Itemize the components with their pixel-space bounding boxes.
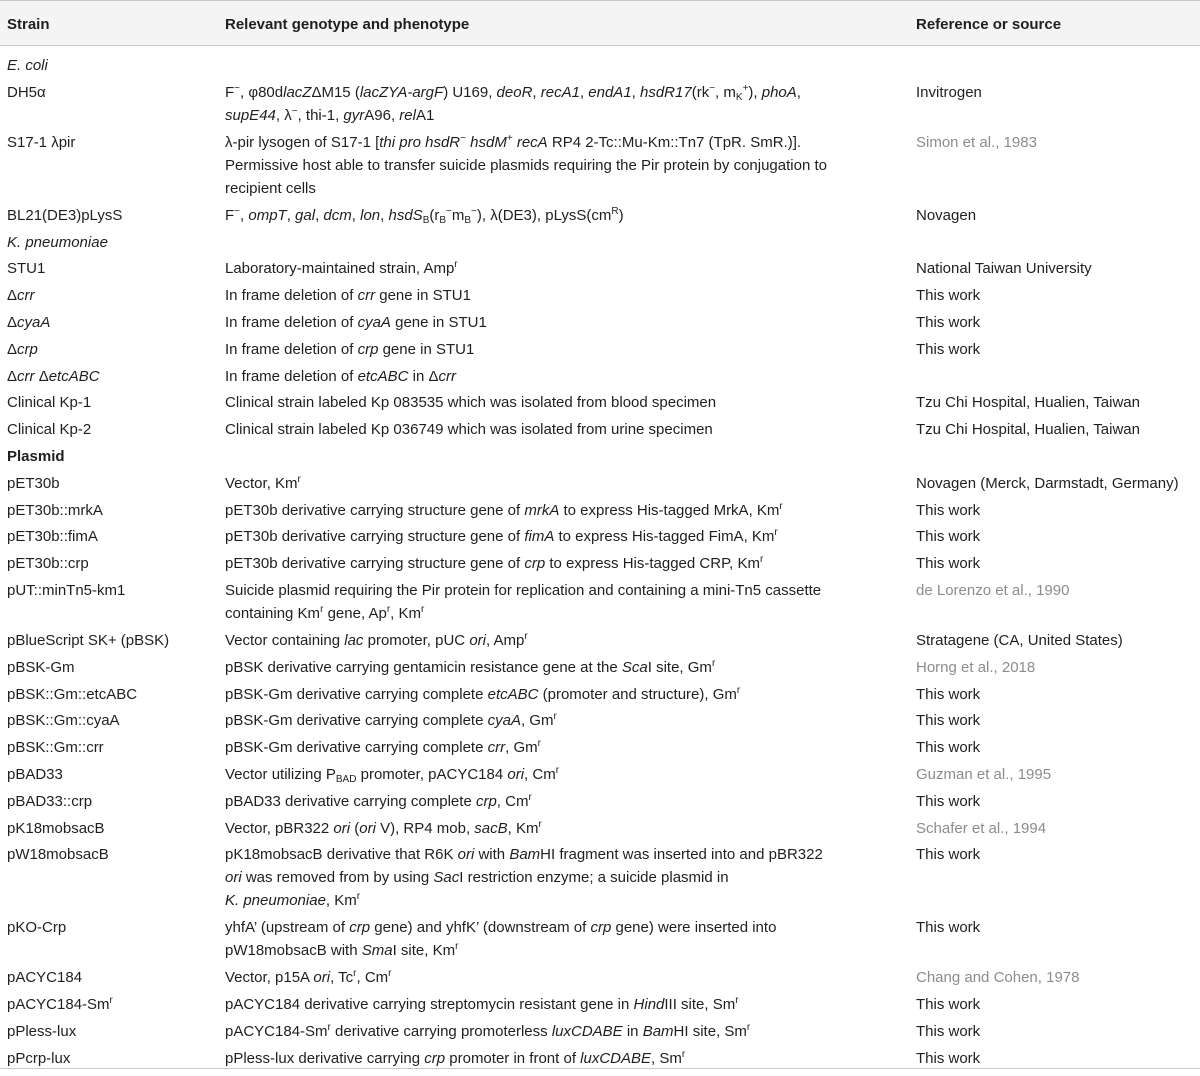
cell-strain: pK18mobsacB [7,819,105,837]
cell-strain: E. coli [7,57,48,74]
bottom-rule [0,1068,1200,1069]
cell-strain: STU1 [7,260,46,278]
cell-genotype: pPless-lux derivative carrying crp promoter in front of luxCDABE, Sm$^r$ [225,1048,686,1067]
reference-link[interactable]: Guzman et al., 1995 [916,766,1052,783]
cell-reference: Novagen [916,206,977,224]
header-reference: Reference or source [916,16,1062,33]
cell-genotype: pK18mobsacB derivative that R6K ori with BamHI fragment was inserted into and pBR322 ori was removed from by using SacI restriction enzyme; a suicide plasmid in K. pneumoniae, Km$^r$ [225,846,823,910]
table-row [0,418,1200,445]
section-row [0,54,1200,81]
cell-strain: pPcrp-lux [7,1049,71,1067]
table-row [0,579,1200,629]
cell-genotype: In frame deletion of crp gene in STU1 [225,340,475,358]
cell-genotype: Vector containing lac promoter, pUC ori, Amp$^r$ [225,631,528,649]
cell-reference: This work [916,919,981,937]
cell-reference: This work [916,555,981,573]
table-row [0,552,1200,579]
table-row [0,284,1200,311]
cell-genotype: pET30b derivative carrying structure gene of crp to express His-tagged CRP, Km$^r$ [225,554,764,573]
cell-strain: pBlueScript SK+ (pBSK) [7,632,170,649]
table-row [0,131,1200,204]
table-row [0,843,1200,916]
cell-reference: Novagen (Merck, Darmstadt, Germany) [916,474,1179,492]
table-row [0,736,1200,763]
cell-reference: This work [916,739,981,757]
cell-strain: pET30b [7,474,60,492]
cell-strain: BL21(DE3)pLysS [7,206,123,224]
cell-genotype: Vector, p15A ori, Tc$^r$, Cm$^r$ [225,968,392,987]
cell-reference: National Taiwan University [916,260,1092,278]
cell-strain: pET30b::mrkA [7,501,103,519]
cell-genotype: Laboratory-maintained strain, Amp$^r$ [225,259,458,278]
section-row [0,445,1200,472]
cell-genotype: Vector utilizing $P_{BAD}$ promoter, pACYC184 ori, Cm$^r$ [225,765,560,785]
reference-link[interactable]: Chang and Cohen, 1978 [916,969,1080,987]
cell-genotype: yhfA’ (upstream of crp gene) and yhfK’ (downstream of crp gene) were inserted into pW18mobsacB with SmaI site, Km$^r$ [225,919,777,960]
cell-strain: pACYC184-Sm$^r$ [7,995,113,1014]
cell-reference: This work [916,1049,981,1067]
table-row [0,525,1200,552]
cell-genotype: F−, ompT, gal, dcm, lon, $hsdS_B(r_B^-m_B^-)$, λ(DE3), $pLysS(cm^R)$ [225,205,624,226]
table-row [0,204,1200,231]
table-row [0,916,1200,966]
cell-reference: This work [916,528,981,546]
cell-strain: Clinical Kp-2 [7,421,92,439]
table-row [0,709,1200,736]
cell-strain: Plasmid [7,448,65,465]
table-row [0,763,1200,790]
cell-strain: Δcrr ΔetcABC [7,367,100,385]
cell-strain: pACYC184 [7,969,83,987]
table-row [0,257,1200,284]
reference-link[interactable]: Schafer et al., 1994 [916,819,1047,837]
cell-strain: pET30b::fimA [7,528,98,546]
reference-link[interactable]: Horng et al., 2018 [916,658,1036,676]
cell-strain: pBAD33 [7,766,63,783]
table-row [0,656,1200,683]
cell-reference: This work [916,340,981,358]
cell-strain: Δcrr [7,287,35,305]
table-header [0,0,1200,46]
cell-genotype: λ-pir lysogen of S17-1 [thi pro hsdR− hsdM+ recA RP4 2-Tc::Mu-Km::Tn7 (TpR. SmR.)]. Permissive host able to transfer suicide plasmids requiring the Pir protein by conjugation to recipient cells [225,132,827,197]
reference-link[interactable]: de Lorenzo et al., 1990 [916,582,1070,599]
cell-strain: pET30b::crp [7,555,89,573]
cell-strain: pBSK::Gm::crr [7,739,104,757]
cell-genotype: Vector, Km$^r$ [225,473,301,492]
cell-genotype: pBAD33 derivative carrying complete crp, Cm$^r$ [225,791,532,810]
table-row [0,338,1200,365]
section-row [0,231,1200,258]
table-row [0,817,1200,844]
cell-strain: K. pneumoniae [7,233,108,251]
cell-genotype: pBSK-Gm derivative carrying complete etcABC (promoter and structure), Gm$^r$ [225,684,741,703]
cell-genotype: Vector, pBR322 ori (ori V), RP4 mob, sacB, Km$^r$ [225,818,542,837]
table-row [0,683,1200,710]
table-row [0,993,1200,1020]
cell-reference: This work [916,685,981,703]
cell-genotype: pBSK derivative carrying gentamicin resistance gene at the ScaI site, Gm$^r$ [225,657,716,676]
cell-strain: pBSK-Gm [7,658,75,676]
cell-reference: Stratagene (CA, United States) [916,632,1123,649]
cell-strain: pPless-lux [7,1023,77,1040]
cell-reference: This work [916,314,981,331]
cell-genotype: pACYC184 derivative carrying streptomycin resistant gene in HindIII site, Sm$^r$ [225,995,739,1014]
table-row [0,311,1200,338]
cell-genotype: In frame deletion of cyaA gene in STU1 [225,314,487,331]
table-row [0,790,1200,817]
header-genotype: Relevant genotype and phenotype [225,16,470,33]
table-row [0,472,1200,499]
cell-reference: This work [916,846,981,864]
cell-strain: Clinical Kp-1 [7,394,92,412]
cell-reference: This work [916,501,981,519]
cell-strain: S17-1 λpir [7,133,76,151]
cell-strain: pBSK::Gm::cyaA [7,712,120,730]
cell-strain: pUT::minTn5-km1 [7,582,126,599]
cell-strain: ΔcyaA [7,314,51,331]
cell-strain: pBSK::Gm::etcABC [7,685,138,703]
cell-genotype: pACYC184-Sm$^r$ derivative carrying promoterless luxCDABE in BamHI site, Sm$^r$ [225,1022,751,1040]
cell-reference: Tzu Chi Hospital, Hualien, Taiwan [916,394,1140,412]
cell-genotype: pBSK-Gm derivative carrying complete cyaA, Gm$^r$ [225,711,557,730]
cell-genotype: Clinical strain labeled Kp 036749 which was isolated from urine specimen [225,421,713,439]
cell-genotype: Suicide plasmid requiring the Pir protein for replication and containing a mini-Tn5 cassette containing Km$^r$ gene, Ap$^r$, Km$^r$ [225,582,822,622]
cell-reference: Tzu Chi Hospital, Hualien, Taiwan [916,421,1140,439]
table-row [0,391,1200,418]
cell-strain: DH5α [7,83,46,101]
table-row [0,81,1200,131]
cell-genotype: pBSK-Gm derivative carrying complete crr, Gm$^r$ [225,738,541,757]
cell-genotype: Clinical strain labeled Kp 083535 which was isolated from blood specimen [225,394,717,412]
cell-strain: pBAD33::crp [7,792,93,810]
table-row [0,1047,1200,1074]
cell-strain: Δcrp [7,340,38,358]
cell-strain: pKO-Crp [7,919,67,937]
cell-genotype: F−, φ80dlacZΔM15 (lacZYA-argF) U169, deoR, recA1, endA1, hsdR17(rk−, $m_K^+$), phoA, supE44, λ−, thi-1, gyrA96, relA1 [225,82,801,124]
table-row [0,365,1200,392]
cell-reference: Invitrogen [916,83,982,101]
cell-genotype: In frame deletion of crr gene in STU1 [225,287,471,305]
cell-reference: This work [916,287,981,305]
table-row [0,499,1200,526]
table-row [0,966,1200,993]
table-row [0,1020,1200,1047]
cell-genotype: In frame deletion of etcABC in Δcrr [225,367,456,385]
reference-link[interactable]: Simon et al., 1983 [916,133,1037,151]
cell-strain: pW18mobsacB [7,846,109,864]
cell-genotype: pET30b derivative carrying structure gene of fimA to express His-tagged FimA, Km$^r$ [225,527,778,546]
cell-reference: This work [916,792,981,810]
cell-reference: This work [916,1023,981,1040]
table-row [0,629,1200,656]
cell-genotype: pET30b derivative carrying structure gene of mrkA to express His-tagged MrkA, Km$^r$ [225,500,783,519]
cell-reference: This work [916,712,981,730]
header-strain: Strain [7,16,50,33]
cell-reference: This work [916,996,981,1014]
